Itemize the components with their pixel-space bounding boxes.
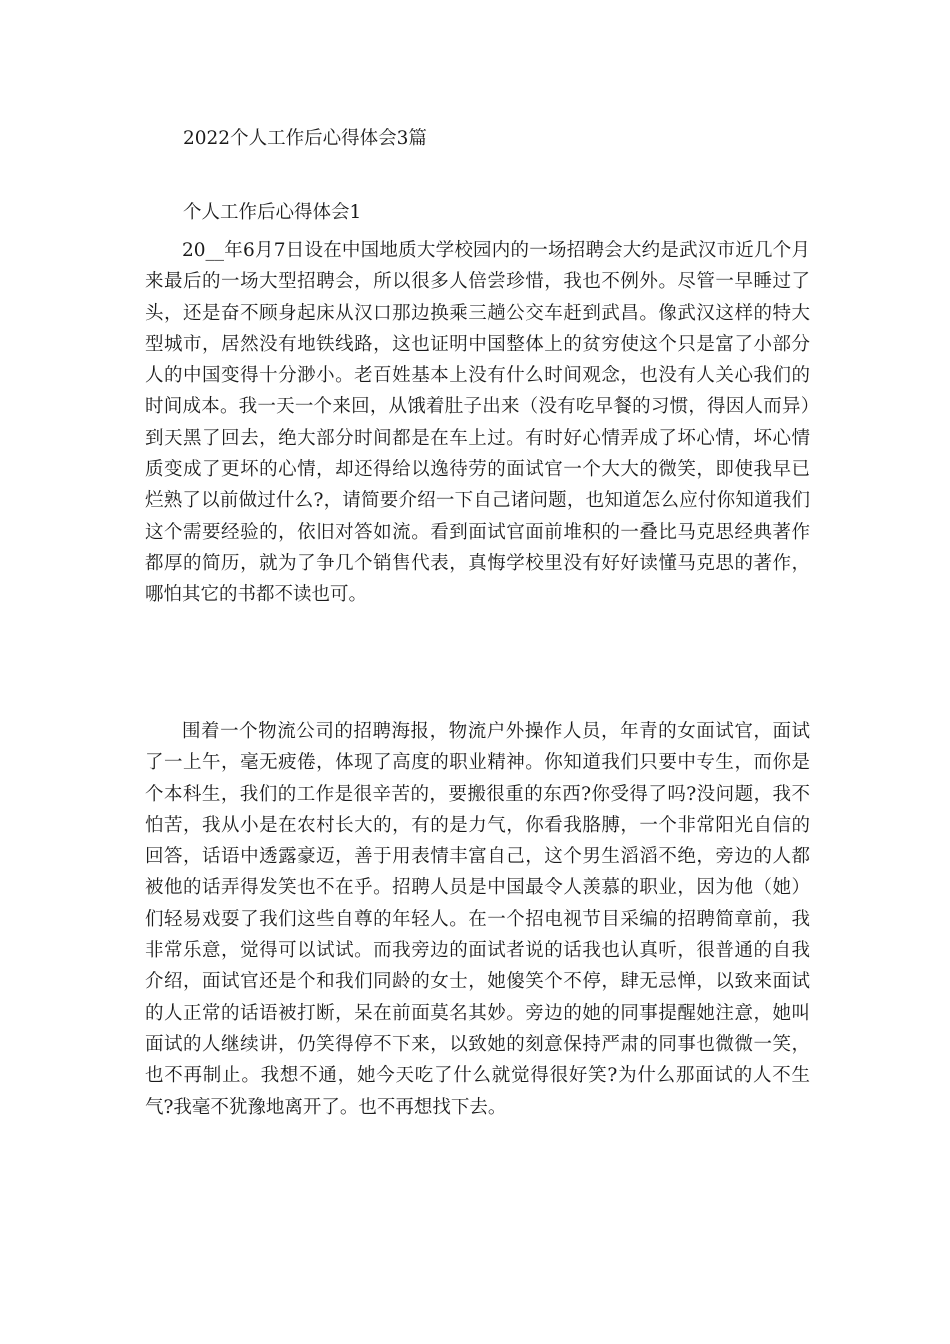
- section-heading: 个人工作后心得体会1: [183, 202, 362, 223]
- paragraph-2: 围着一个物流公司的招聘海报，物流户外操作人员，年青的女面试官，面试了一上午，毫无疲倦，体现了高度的职业精神。你知道我们只要中专生，而你是个本科生，我们的工作是很辛苦的，要搬很重的东西?你受得了吗?没问题，我不怕苦，我从小是在农村长大的，有的是力气，你看我胳膊，一个非常阳光自信的回答，话语中透露豪迈，善于用表情丰富自己，这个男生滔滔不绝，旁边的人都被他的话弄得发笑也不在乎。招聘人员是中国最令人羡慕的职业，因为他（她）们轻易戏耍了我们这些自尊的年轻人。在一个招电视节目采编的招聘简章前，我非常乐意，觉得可以试试。而我旁边的面试者说的话我也认真听，很普通的自我介绍，面试官还是个和我们同龄的女士，她傻笑个不停，肆无忌惮，以致来面试的人正常的话语被打断，呆在前面莫名其妙。旁边的她的同事提醒她注意，她叫面试的人继续讲，仍笑得停不下来，以致她的刻意保持严肃的同事也微微一笑，也不再制止。我想不通，她今天吃了什么就觉得很好笑?为什么那面试的人不生气?我毫不犹豫地离开了。也不再想找下去。: [145, 721, 810, 1118]
- paragraph-1: 20__年6月7日设在中国地质大学校园内的一场招聘会大约是武汉市近几个月来最后的一场大型招聘会，所以很多人倍尝珍惜，我也不例外。尽管一早睡过了头，还是奋不顾身起床从汉口那边换乘三趟公交车赶到武昌。像武汉这样的特大型城市，居然没有地铁线路，这也证明中国整体上的贫穷使这个只是富了小部分人的中国变得十分渺小。老百姓基本上没有什么时间观念，也没有人关心我们的时间成本。我一天一个来回，从饿着肚子出来（没有吃早餐的习惯，得因人而异）到天黑了回去，绝大部分时间都是在车上过。有时好心情弄成了坏心情，坏心情质变成了更坏的心情，却还得给以逸待劳的面试官一个大大的微笑，即使我早已烂熟了以前做过什么?，请简要介绍一下自己诸问题，也知道怎么应付你知道我们这个需要经验的，依旧对答如流。看到面试官面前堆积的一叠比马克思经典著作都厚的简历，就为了争几个销售代表，真悔学校里没有好好读懂马克思的著作，哪怕其它的书都不读也可。: [145, 240, 810, 606]
- document-title: 2022个人工作后心得体会3篇: [183, 128, 427, 149]
